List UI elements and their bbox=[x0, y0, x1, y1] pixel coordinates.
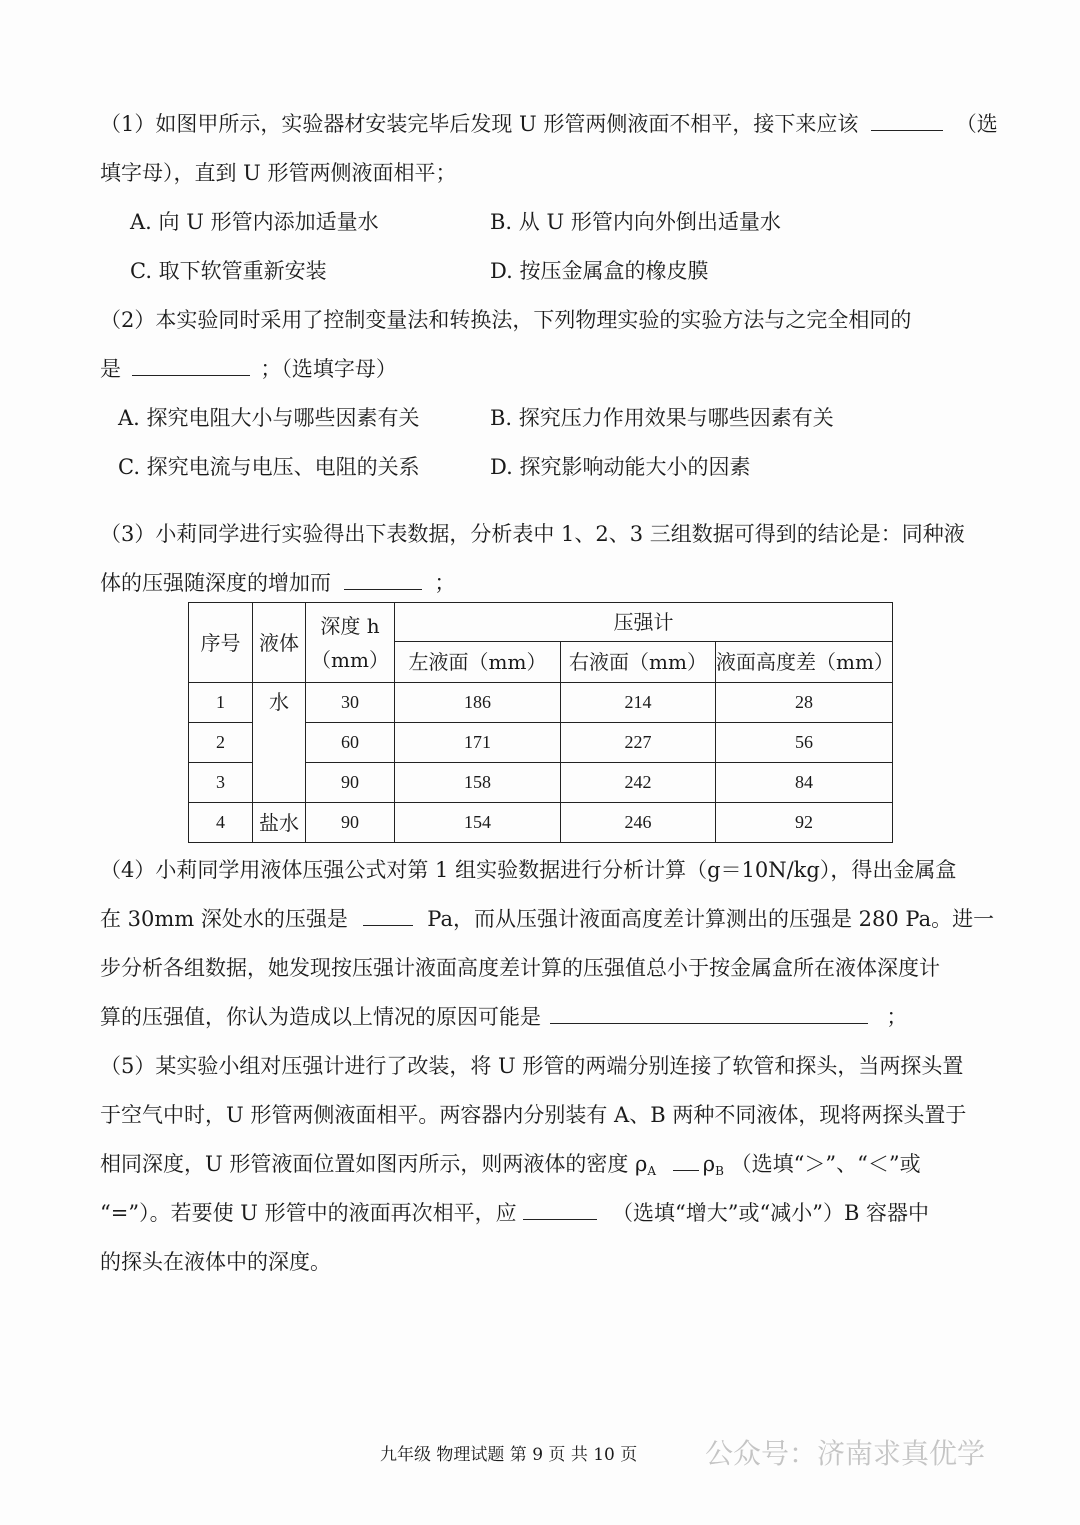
q5-line4-post: （选填“增大”或“减小”）B 容器中 bbox=[612, 1201, 930, 1225]
rho-b: ρ bbox=[702, 1152, 716, 1176]
q5-line3 bbox=[100, 1148, 921, 1178]
row-depth: 90 bbox=[306, 763, 395, 803]
row-index: 2 bbox=[189, 723, 253, 763]
q1-stem-line2: 填字母），直到 U 形管两侧液面相平； bbox=[100, 161, 457, 185]
row-index: 3 bbox=[189, 763, 253, 803]
q2-stem-pre: 是 bbox=[100, 357, 121, 381]
row-depth: 30 bbox=[306, 683, 395, 723]
q5-depth-blank[interactable] bbox=[523, 1199, 597, 1220]
row-left: 186 bbox=[395, 683, 561, 723]
q2-option-b: B. 探究压力作用效果与哪些因素有关 bbox=[490, 406, 834, 430]
row-diff: 84 bbox=[716, 763, 893, 803]
data-table bbox=[188, 602, 893, 843]
q2-stem-line2 bbox=[100, 353, 397, 383]
page-footer: 九年级 物理试题 第 9 页 共 10 页 bbox=[380, 1445, 638, 1465]
q5-line1: （5）某实验小组对压强计进行了改装，将 U 形管的两端分别连接了软管和探头，当两探头置 bbox=[100, 1054, 964, 1078]
q5-line3-post: （选填“＞”、“＜”或 bbox=[730, 1152, 921, 1176]
q5-line3-pre: 相同深度，U 形管液面位置如图丙所示，则两液体的密度 ρ bbox=[100, 1152, 648, 1176]
q4-line4-pre: 算的压强值，你认为造成以上情况的原因可能是 bbox=[100, 1005, 541, 1029]
row-left: 158 bbox=[395, 763, 561, 803]
q1-option-b: B. 从 U 形管内向外倒出适量水 bbox=[490, 210, 781, 234]
q4-line2 bbox=[100, 903, 994, 933]
row-diff: 28 bbox=[716, 683, 893, 723]
q5-line5: 的探头在液体中的深度。 bbox=[100, 1250, 331, 1274]
q3-stem-line1: （3）小莉同学进行实验得出下表数据，分析表中 1、2、3 三组数据可得到的结论是：同种液 bbox=[100, 522, 965, 546]
q4-line1: （4）小莉同学用液体压强公式对第 1 组实验数据进行分析计算（g＝10N/kg），得出金属盒 bbox=[100, 858, 957, 882]
header-left-level: 左液面（mm） bbox=[395, 642, 561, 683]
q1-stem-tail: （选 bbox=[955, 112, 998, 136]
q2-stem-post: ；（选填字母） bbox=[260, 357, 397, 381]
header-right-level: 右液面（mm） bbox=[561, 642, 716, 683]
header-gauge: 压强计 bbox=[395, 603, 893, 642]
q4-line4 bbox=[100, 1001, 907, 1031]
rho-b-subscript: B bbox=[715, 1164, 724, 1178]
rho-a-subscript: A bbox=[647, 1164, 657, 1178]
row-diff: 92 bbox=[716, 803, 893, 843]
q4-line4-post: ； bbox=[886, 1005, 908, 1029]
row-right: 242 bbox=[561, 763, 716, 803]
q1-option-d: D. 按压金属盒的橡皮膜 bbox=[490, 259, 709, 283]
q3-answer-blank[interactable] bbox=[344, 569, 422, 590]
row-left: 171 bbox=[395, 723, 561, 763]
q5-line4 bbox=[100, 1197, 929, 1227]
q5-line2: 于空气中时，U 形管两侧液面相平。两容器内分别装有 A、B 两种不同液体，现将两探头置于 bbox=[100, 1103, 967, 1127]
q4-pressure-blank[interactable] bbox=[363, 905, 413, 926]
q2-option-d: D. 探究影响动能大小的因素 bbox=[490, 455, 751, 479]
table-row bbox=[189, 683, 893, 723]
q4-line2-post: Pa，而从压强计液面高度差计算测出的压强是 280 Pa。进一 bbox=[427, 907, 995, 931]
watermark: 公众号：济南求真优学 bbox=[705, 1437, 986, 1470]
header-index: 序号 bbox=[189, 603, 253, 683]
q1-option-c: C. 取下软管重新安装 bbox=[130, 259, 327, 283]
header-level-diff: 液面高度差（mm） bbox=[716, 642, 893, 683]
table-row bbox=[189, 803, 893, 843]
header-depth bbox=[306, 603, 395, 683]
q2-option-a: A. 探究电阻大小与哪些因素有关 bbox=[118, 406, 420, 430]
q3-stem-text: 体的压强随深度的增加而 bbox=[100, 571, 331, 595]
q3-stem-post: ； bbox=[434, 571, 456, 595]
header-liquid: 液体 bbox=[253, 603, 306, 683]
row-right: 246 bbox=[561, 803, 716, 843]
q1-stem-text: （1）如图甲所示，实验器材安装完毕后发现 U 形管两侧液面不相平，接下来应该 bbox=[100, 112, 859, 136]
row-index: 1 bbox=[189, 683, 253, 723]
q1-stem-line1 bbox=[100, 108, 998, 138]
row-depth: 60 bbox=[306, 723, 395, 763]
row-index: 4 bbox=[189, 803, 253, 843]
q4-line3: 步分析各组数据，她发现按压强计液面高度差计算的压强值总小于按金属盒所在液体深度计 bbox=[100, 956, 940, 980]
row-diff: 56 bbox=[716, 723, 893, 763]
q5-density-blank[interactable] bbox=[673, 1150, 699, 1171]
row-liquid-salt: 盐水 bbox=[253, 803, 306, 843]
row-depth: 90 bbox=[306, 803, 395, 843]
row-right: 227 bbox=[561, 723, 716, 763]
row-left: 154 bbox=[395, 803, 561, 843]
q5-line4-pre: “=”）。若要使 U 形管中的液面再次相平，应 bbox=[100, 1201, 517, 1225]
header-depth-label: 深度 h bbox=[320, 613, 380, 638]
q3-stem-line2 bbox=[100, 567, 455, 597]
q2-option-c: C. 探究电流与电压、电阻的关系 bbox=[118, 455, 420, 479]
header-depth-unit: （mm） bbox=[311, 647, 389, 672]
q1-answer-blank[interactable] bbox=[871, 110, 943, 131]
row-liquid-water: 水 bbox=[253, 683, 306, 803]
q1-option-a: A. 向 U 形管内添加适量水 bbox=[130, 210, 379, 234]
row-right: 214 bbox=[561, 683, 716, 723]
q2-stem-line1: （2）本实验同时采用了控制变量法和转换法，下列物理实验的实验方法与之完全相同的 bbox=[100, 308, 912, 332]
q4-line2-pre: 在 30mm 深处水的压强是 bbox=[100, 907, 348, 931]
q2-answer-blank[interactable] bbox=[132, 355, 250, 376]
q4-reason-blank[interactable] bbox=[550, 1003, 868, 1024]
